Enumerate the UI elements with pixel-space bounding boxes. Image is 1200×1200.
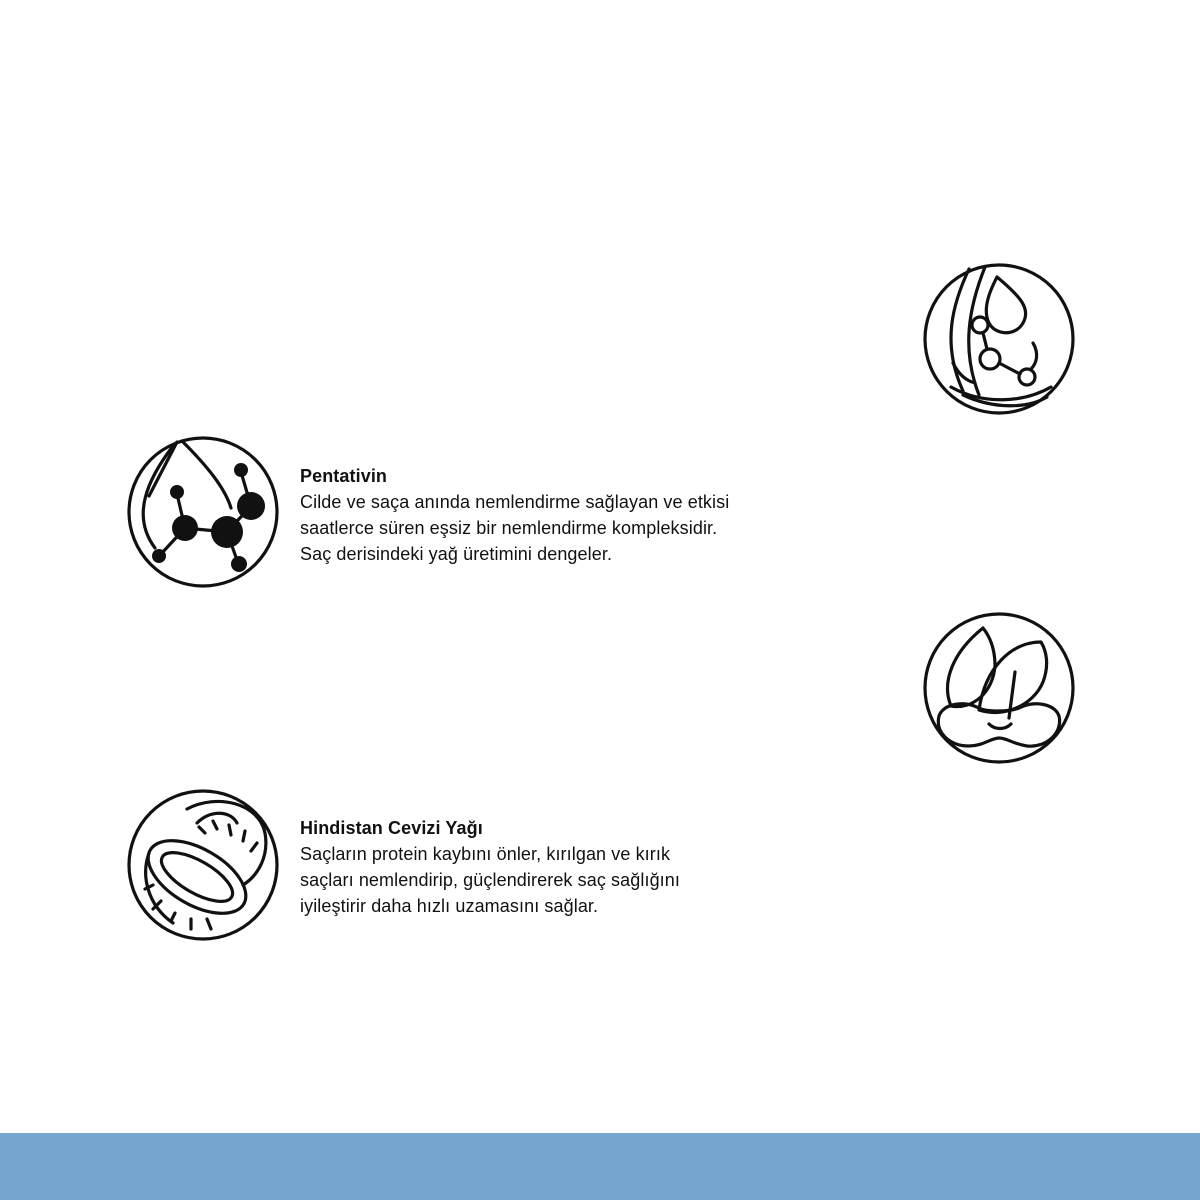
coconut-icon	[127, 789, 279, 941]
ingredient-description-line: Saç derisindeki yağ üretimini dengeler.	[300, 544, 613, 564]
drop-molecule-icon	[127, 436, 279, 588]
soy-bean-icon	[923, 612, 1075, 764]
ingredient-text	[300, 463, 729, 567]
footer-color-bar	[0, 1133, 1200, 1200]
ingredient-title: Hindistan Cevizi Yağı	[300, 818, 483, 838]
ingredient-description-line: iyileştirir daha hızlı uzamasını sağlar.	[300, 896, 599, 916]
ingredient-description-line: saatlerce süren eşsiz bir nemlendirme kompleksidir.	[300, 518, 718, 538]
ingredient-description-line: Cilde ve saça anında nemlendirme sağlayan ve etkisi	[300, 492, 730, 512]
ingredient-text	[300, 815, 680, 919]
ingredient-description-line: Saçların protein kaybını önler, kırılgan ve kırık	[300, 844, 671, 864]
ingredient-title: Pentativin	[300, 466, 388, 486]
ingredient-description-line: saçları nemlendirip, güçlendirerek saç sağlığını	[300, 870, 680, 890]
hair-molecule-icon	[923, 263, 1075, 415]
